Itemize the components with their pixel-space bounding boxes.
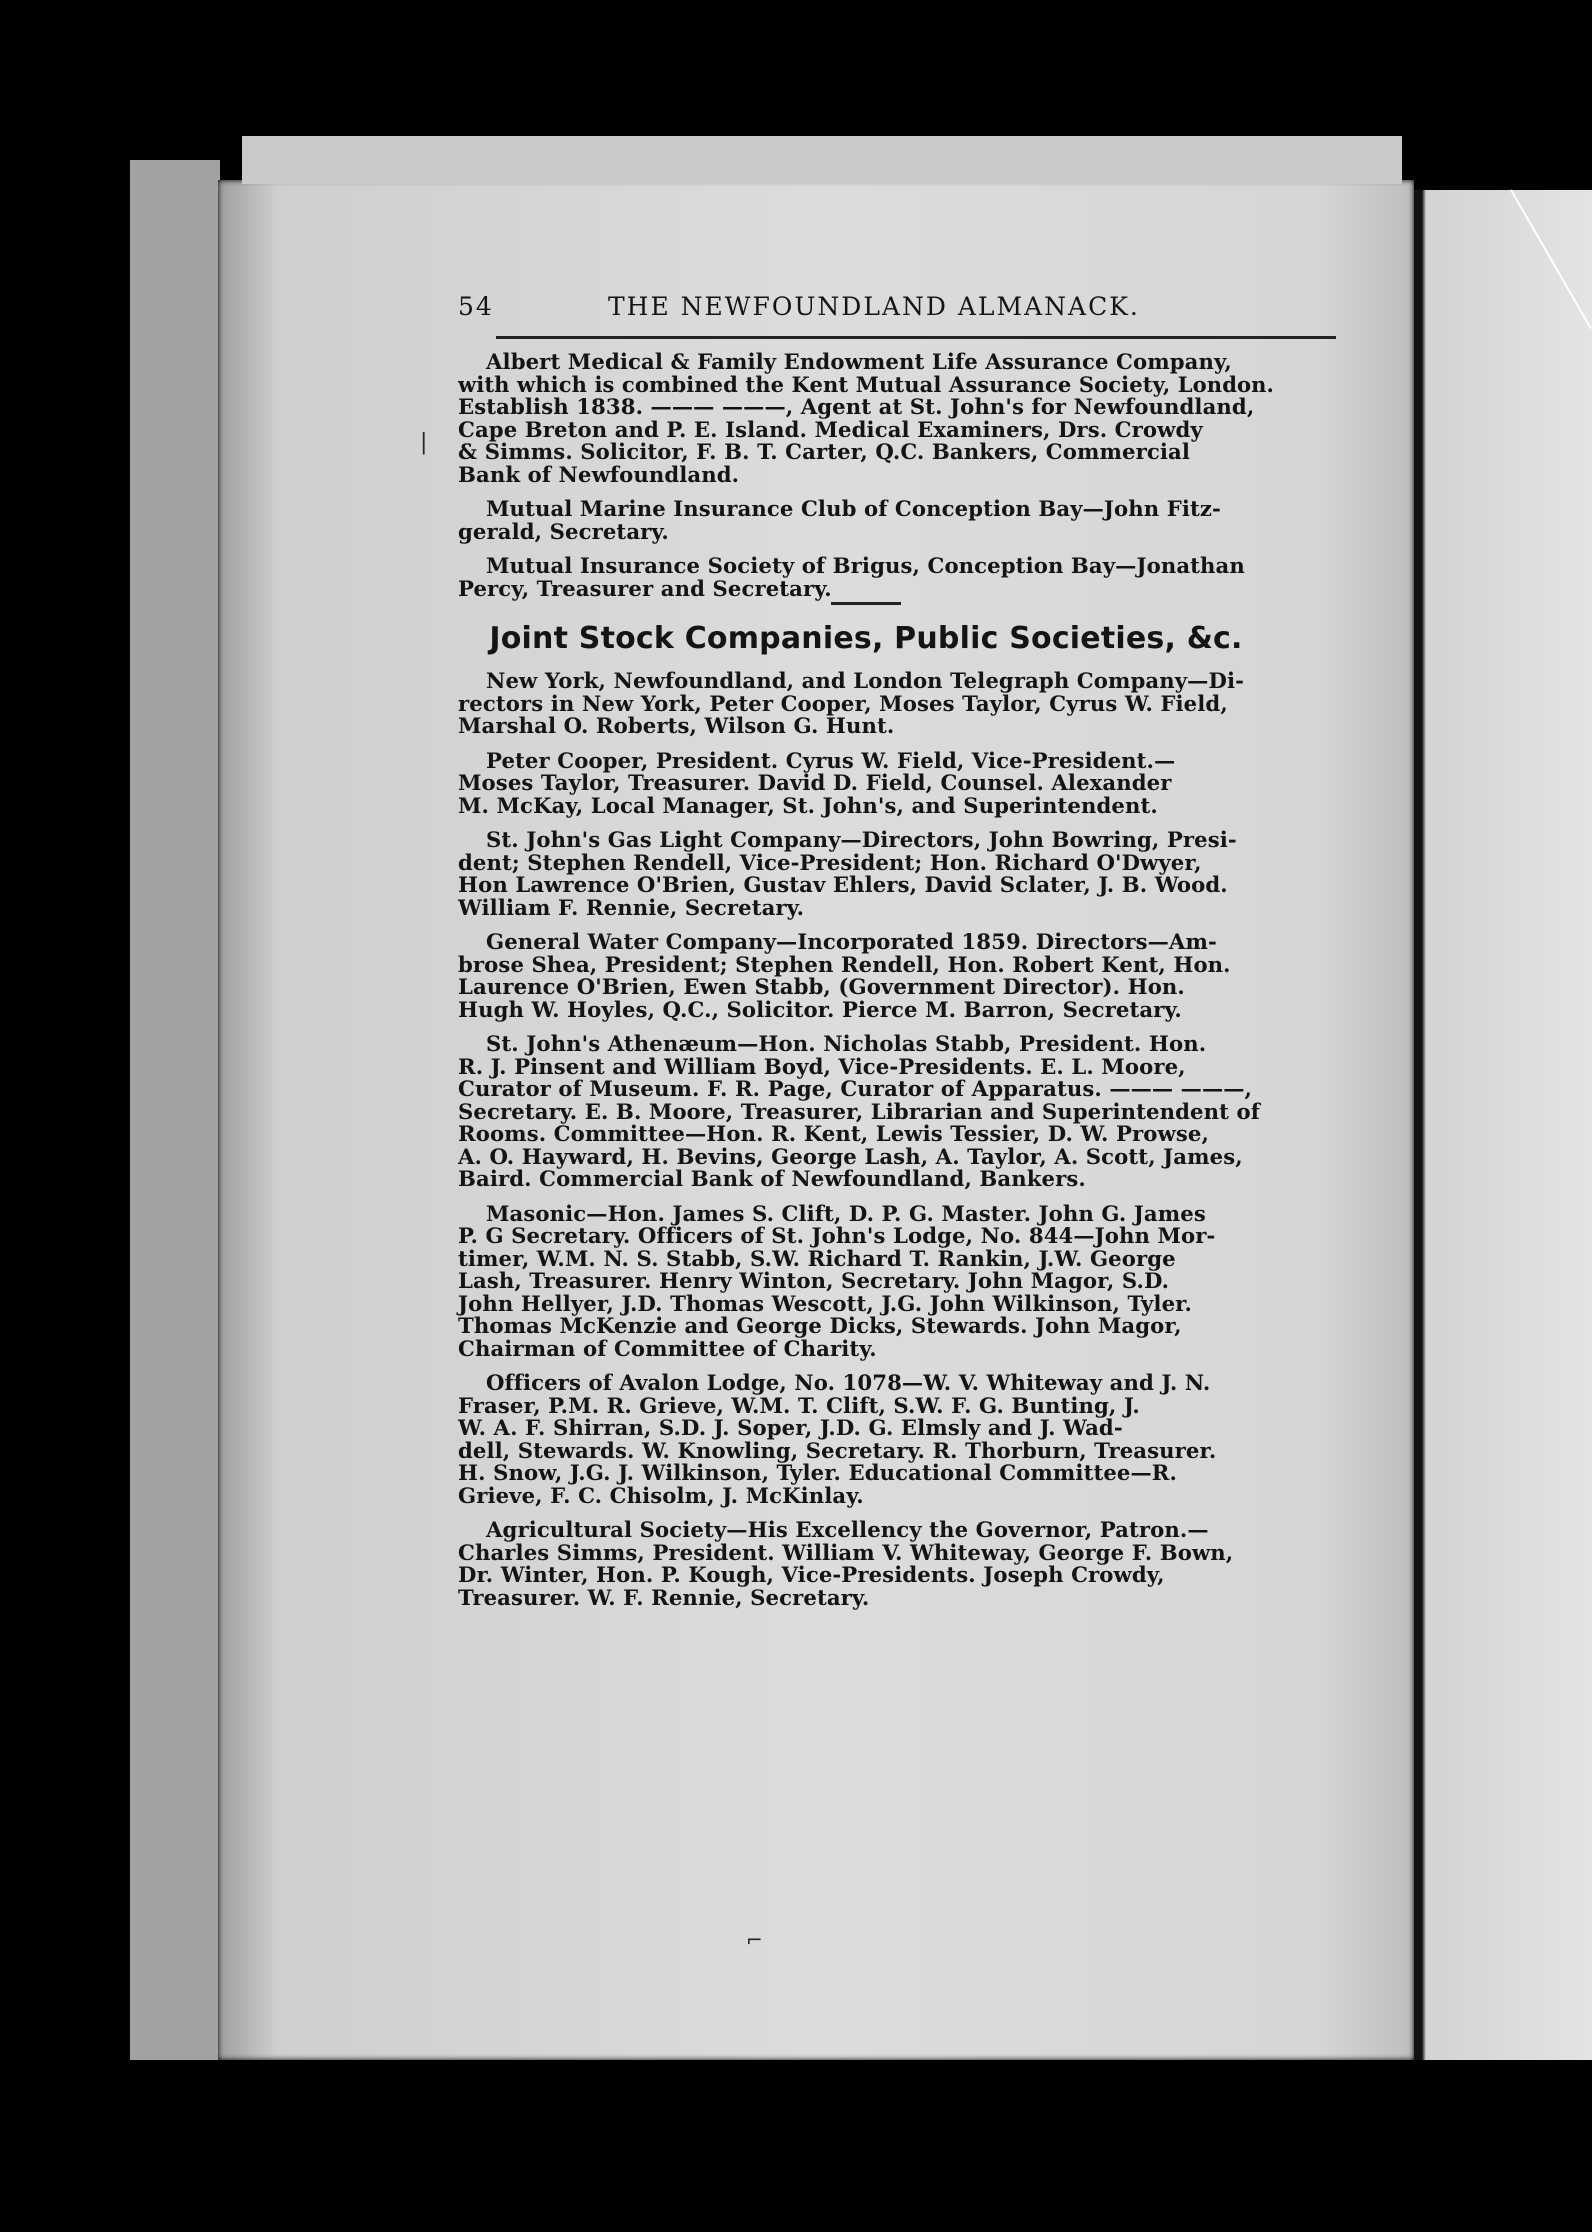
entry-line: Peter Cooper, President. Cyrus W. Field, Vice-President.— xyxy=(486,747,1176,773)
entry-line: rectors in New York, Peter Cooper, Moses Taylor, Cyrus W. Field, xyxy=(458,690,1228,716)
running-title: THE NEWFOUNDLAND ALMANACK. xyxy=(608,292,1140,321)
entry-line: Percy, Treasurer and Secretary. xyxy=(458,575,832,601)
entry-line: Lash, Treasurer. Henry Winton, Secretary. John Magor, S.D. xyxy=(458,1268,1170,1293)
entry-line: Fraser, P.M. R. Grieve, W.M. T. Clift, S.W. F. G. Bunting, J. xyxy=(458,1392,1140,1418)
entry-line: Secretary. E. B. Moore, Treasurer, Librarian and Superintendent of xyxy=(458,1098,1260,1124)
entry-paragraph xyxy=(458,670,1274,738)
entry-line: Hugh W. Hoyles, Q.C., Solicitor. Pierce M. Barron, Secretary. xyxy=(458,996,1182,1022)
entry-line: Establish 1838. ——— ———, Agent at St. John's for Newfoundland, xyxy=(458,394,1255,419)
entry-line: timer, W.M. N. S. Stabb, S.W. Richard T. Rankin, J.W. George xyxy=(458,1245,1176,1271)
entry-line: Dr. Winter, Hon. P. Kough, Vice-Presidents. Joseph Crowdy, xyxy=(458,1562,1165,1587)
entry-line: William F. Rennie, Secretary. xyxy=(458,894,805,920)
entry-line: Grieve, F. C. Chisolm, J. McKinlay. xyxy=(458,1482,864,1508)
page-number: 54 xyxy=(458,292,494,321)
entry-line: New York, Newfoundland, and London Telegraph Company—Di- xyxy=(486,668,1244,693)
entry-line: Albert Medical & Family Endowment Life Assurance Company, xyxy=(486,349,1232,374)
page-content xyxy=(458,286,1274,1609)
entry-paragraph xyxy=(458,1372,1274,1507)
entry-line: dell, Stewards. W. Knowling, Secretary. R. Thorburn, Treasurer. xyxy=(458,1437,1217,1463)
entry-line: brose Shea, President; Stephen Rendell, Hon. Robert Kent, Hon. xyxy=(458,951,1231,977)
entries-bottom xyxy=(458,670,1274,1609)
entry-paragraph xyxy=(458,351,1274,486)
entry-line: M. McKay, Local Manager, St. John's, and Superintendent. xyxy=(458,792,1158,818)
entry-paragraph xyxy=(458,1519,1274,1609)
entry-line: Thomas McKenzie and George Dicks, Stewards. John Magor, xyxy=(458,1313,1182,1338)
entry-paragraph xyxy=(458,747,1274,818)
folio-mark: ⌐ xyxy=(746,1928,763,1952)
entry-line: H. Snow, J.G. J. Wilkinson, Tyler. Educational Committee—R. xyxy=(458,1460,1177,1485)
entry-line: P. G Secretary. Officers of St. John's Lodge, No. 844—John Mor- xyxy=(458,1223,1216,1248)
entry-paragraph xyxy=(458,829,1274,919)
entry-line: Officers of Avalon Lodge, No. 1078—W. V. Whiteway and J. N. xyxy=(486,1370,1211,1395)
entry-line: with which is combined the Kent Mutual Assurance Society, London. xyxy=(458,371,1274,397)
entry-paragraph xyxy=(458,498,1274,543)
entry-line: W. A. F. Shirran, S.D. J. Soper, J.D. G. Elmsly and J. Wad- xyxy=(458,1415,1123,1440)
entry-line: Cape Breton and P. E. Island. Medical Examiners, Drs. Crowdy xyxy=(458,416,1203,442)
entries-top xyxy=(458,351,1274,600)
running-head xyxy=(458,286,1274,332)
entry-line: gerald, Secretary. xyxy=(458,518,669,544)
entry-line: Laurence O'Brien, Ewen Stabb, (Government Director). Hon. xyxy=(458,974,1185,999)
right-page-edge xyxy=(1414,190,1592,2060)
entry-line: St. John's Gas Light Company—Directors, John Bowring, Presi- xyxy=(486,827,1237,852)
entry-line: dent; Stephen Rendell, Vice-President; Hon. Richard O'Dwyer, xyxy=(458,849,1202,875)
margin-mark: | xyxy=(420,430,428,455)
entry-paragraph xyxy=(458,555,1274,600)
entry-line: Charles Simms, President. William V. Whiteway, George F. Bown, xyxy=(458,1539,1234,1565)
entry-line: Moses Taylor, Treasurer. David D. Field, Counsel. Alexander xyxy=(458,770,1172,795)
header-rule xyxy=(496,336,1336,339)
entry-line: Hon Lawrence O'Brien, Gustav Ehlers, David Sclater, J. B. Wood. xyxy=(458,872,1228,897)
entry-line: Treasurer. W. F. Rennie, Secretary. xyxy=(458,1584,870,1610)
section-divider xyxy=(831,602,901,605)
entry-line: Chairman of Committee of Charity. xyxy=(458,1335,877,1361)
book-fold xyxy=(130,160,220,2060)
entry-line: & Simms. Solicitor, F. B. T. Carter, Q.C. Bankers, Commercial xyxy=(458,439,1191,464)
entry-line: A. O. Hayward, H. Bevins, George Lash, A. Taylor, A. Scott, James, xyxy=(458,1143,1243,1169)
entry-paragraph xyxy=(458,931,1274,1021)
entry-line: John Hellyer, J.D. Thomas Wescott, J.G. John Wilkinson, Tyler. xyxy=(458,1290,1192,1316)
entry-line: Agricultural Society—His Excellency the Governor, Patron.— xyxy=(486,1517,1209,1542)
section-heading: Joint Stock Companies, Public Societies, &c. xyxy=(489,621,1243,656)
entry-line: Mutual Insurance Society of Brigus, Conception Bay—Jonathan xyxy=(486,553,1245,578)
entry-line: Masonic—Hon. James S. Clift, D. P. G. Master. John G. James xyxy=(486,1200,1206,1226)
entry-paragraph xyxy=(458,1033,1274,1191)
entry-line: Rooms. Committee—Hon. R. Kent, Lewis Tessier, D. W. Prowse, xyxy=(458,1121,1209,1146)
entry-line: Mutual Marine Insurance Club of Conception Bay—John Fitz- xyxy=(486,496,1221,521)
entry-line: Bank of Newfoundland. xyxy=(458,461,740,487)
entry-line: Curator of Museum. F. R. Page, Curator of Apparatus. ——— ———, xyxy=(458,1076,1253,1101)
entry-paragraph xyxy=(458,1200,1274,1361)
entry-line: R. J. Pinsent and William Boyd, Vice-Presidents. E. L. Moore, xyxy=(458,1053,1186,1079)
entry-line: General Water Company—Incorporated 1859. Directors—Am- xyxy=(486,929,1217,954)
entry-line: St. John's Athenæum—Hon. Nicholas Stabb, President. Hon. xyxy=(486,1031,1207,1056)
entry-line: Baird. Commercial Bank of Newfoundland, Bankers. xyxy=(458,1166,1086,1191)
entry-line: Marshal O. Roberts, Wilson G. Hunt. xyxy=(458,713,895,738)
